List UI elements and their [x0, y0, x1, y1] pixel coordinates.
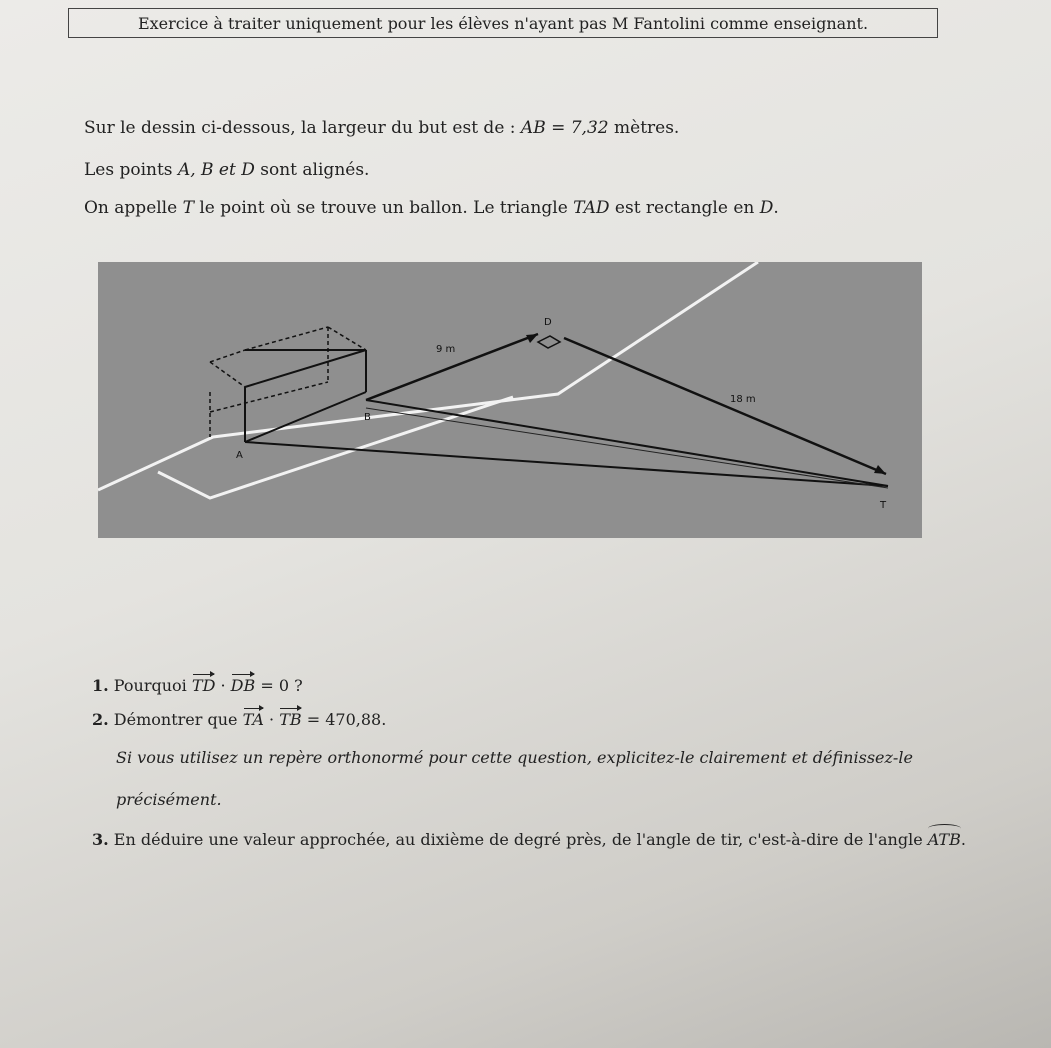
question-1-dot: · [215, 676, 231, 695]
question-3-text: En déduire une valeur approchée, au dixième de degré près, de l'angle de tir, c'est-à-dire de l'angle [113, 830, 928, 849]
intro-line-3-math-d: D [759, 198, 774, 218]
label-d: D [544, 317, 552, 328]
question-2 [92, 710, 386, 729]
label-18m: 18 m [730, 394, 756, 405]
goal-crossbar [245, 350, 366, 387]
question-2-vector-ta: TA [242, 710, 264, 729]
right-angle-mark [538, 336, 560, 348]
goal-dash-2 [245, 327, 328, 350]
segment-a-t [245, 442, 888, 486]
question-2-dot: · [263, 710, 280, 729]
question-3-number: 3. [92, 830, 109, 849]
question-2-text: Démontrer que [113, 710, 243, 729]
intro-line-1-suffix: mètres. [608, 118, 680, 138]
segment-d-t [564, 338, 886, 474]
question-3 [92, 830, 966, 849]
intro-line-3-suffix: . [773, 198, 779, 218]
label-9m: 9 m [436, 344, 456, 355]
question-1-vector-db: DB [230, 676, 256, 695]
goal-figure-svg [98, 262, 922, 538]
intro-line-2-math: A, B et D [177, 160, 255, 180]
question-1-end: = 0 ? [255, 676, 303, 695]
label-t: T [880, 500, 887, 511]
intro-line-2-prefix: Les points [84, 160, 178, 180]
label-b: B [364, 412, 371, 423]
intro-line-3-math-t: T [182, 198, 194, 218]
intro-line-3-prefix: On appelle [84, 198, 183, 218]
arrow-head-d [526, 334, 538, 343]
intro-line-1-math: AB = 7,32 [520, 118, 609, 138]
intro-line-3-math-tad: TAD [573, 198, 610, 218]
question-2-note-line-1: Si vous utilisez un repère orthonormé pour cette question, explicitez-le clairement et définissez-le [116, 748, 913, 767]
goal-line-a-d [245, 392, 366, 442]
goal-dash-6 [210, 382, 328, 412]
goal-dash-3 [328, 327, 366, 350]
question-3-end: . [960, 830, 966, 849]
question-3-angle-atb: ATB [927, 830, 961, 849]
question-2-end: = 470,88. [301, 710, 387, 729]
label-a: A [236, 450, 243, 461]
goal-figure [98, 262, 922, 538]
intro-line-1-prefix: Sur le dessin ci-dessous, la largeur du but est de : [84, 118, 521, 138]
intro-line-1 [84, 118, 679, 138]
arrow-head-t [874, 465, 886, 474]
header-box [68, 8, 938, 38]
goal-dash-4 [210, 362, 245, 387]
intro-line-2 [84, 160, 369, 180]
header-text: Exercice à traiter uniquement pour les élèves n'ayant pas M Fantolini comme enseignant. [137, 13, 869, 33]
intro-line-2-suffix: sont alignés. [254, 160, 370, 180]
segment-b-t-light [366, 408, 888, 488]
intro-line-3-mid2: est rectangle en [609, 198, 760, 218]
intro-line-3 [84, 198, 779, 218]
question-2-vector-tb: TB [279, 710, 302, 729]
question-1-vector-td: TD [191, 676, 216, 695]
question-1-number: 1. [92, 676, 109, 695]
question-2-note-line-2: précisément. [116, 790, 222, 809]
intro-line-3-mid: le point où se trouve un ballon. Le triangle [193, 198, 574, 218]
goal-dash-1 [210, 350, 245, 362]
question-1 [92, 676, 303, 695]
question-1-text: Pourquoi [113, 676, 192, 695]
question-2-number: 2. [92, 710, 109, 729]
